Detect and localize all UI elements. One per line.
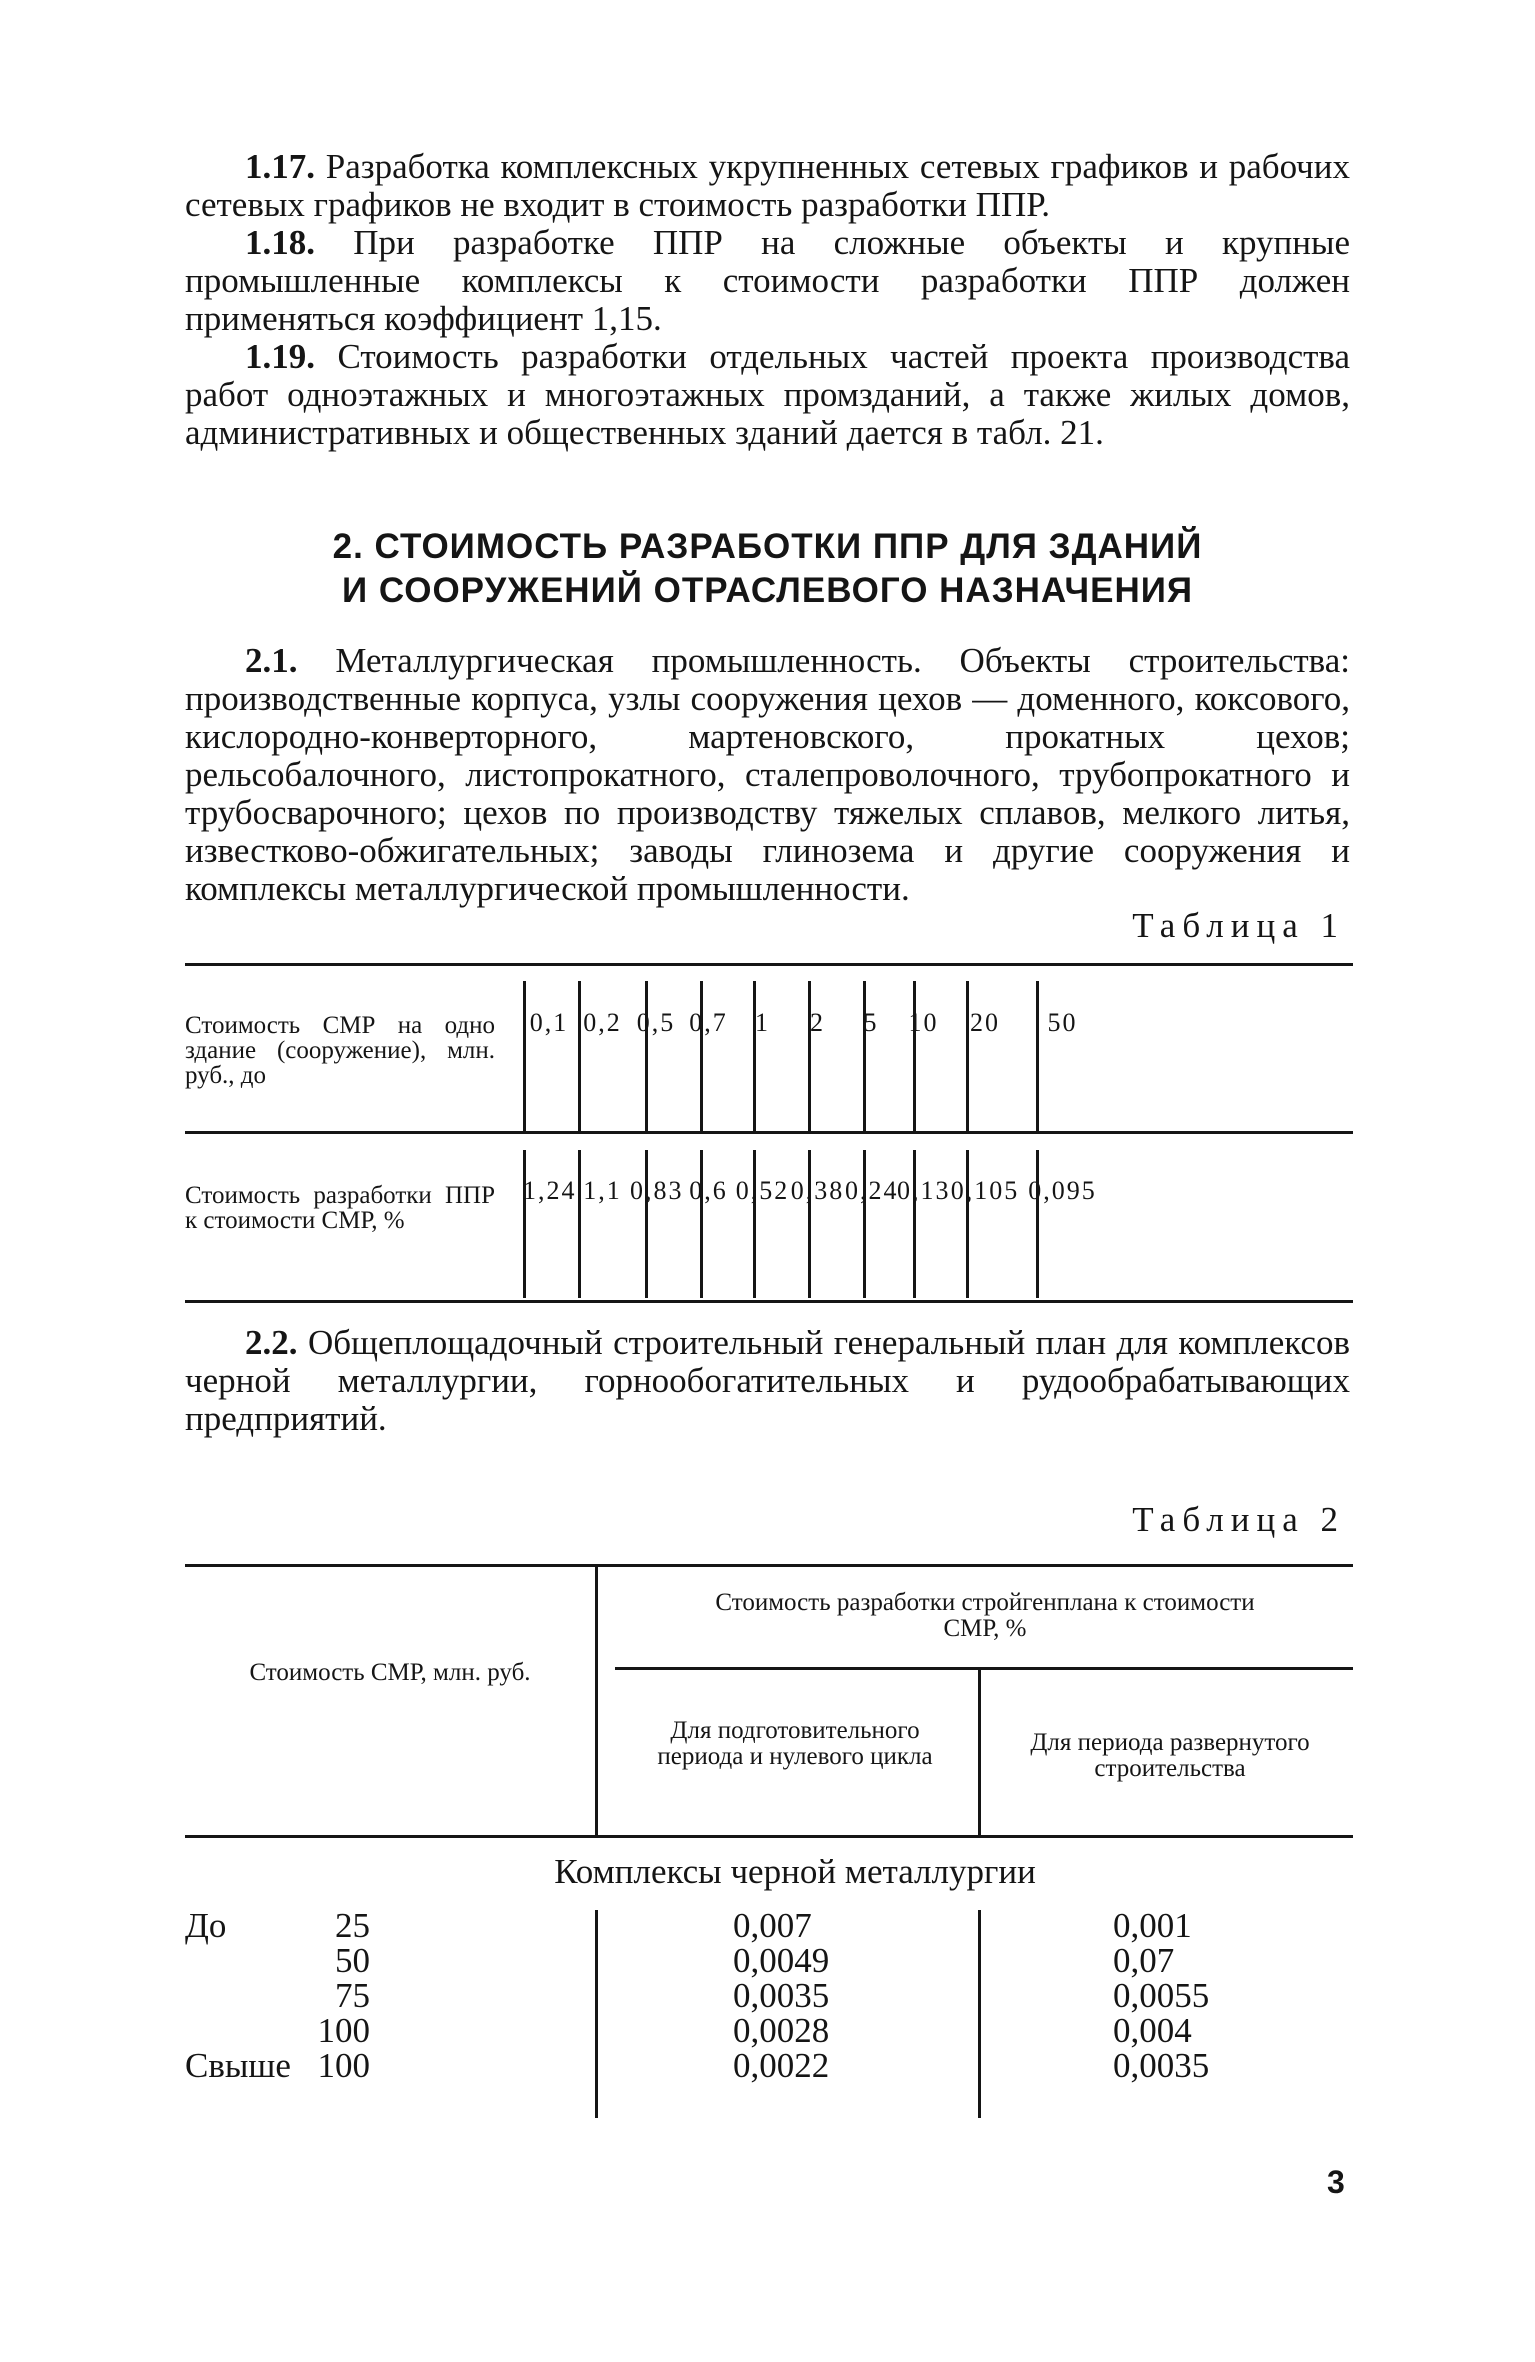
paragraph-number: 1.19. [245,337,315,376]
paragraph-2-2 [185,1324,1350,1438]
paragraph-text: При разработке ППР на сложные объекты и крупные промышленные комплексы к стоимости разработки ППР должен применяться коэффициент 1,15. [185,223,1351,338]
paragraph-2-1 [185,642,1350,908]
table-rule [185,963,1353,966]
table-1-cell: 0,6 [689,1176,728,1205]
table-rule [645,1150,648,1298]
table-rule [595,1564,598,1835]
table-2-section-title: Комплексы черной металлургии [554,1852,1036,1891]
paragraph-number: 1.18. [245,223,315,262]
section-heading [185,525,1350,613]
table-rule [913,981,916,1131]
table-rule [978,1670,981,1835]
table-2-num-cell: 100 [317,2011,370,2050]
table-2-col1-header: Стоимость СМР, млн. руб. [249,1659,531,1686]
paragraph-1-18 [185,224,1350,338]
table-1-cell: 0,7 [689,1008,728,1037]
table-1-cell: 0,105 [950,1176,1020,1205]
table-1-cell: 0,38 [790,1176,845,1205]
table-2-v2-cell: 0,001 [1113,1906,1192,1945]
page-number: 3 [1327,2164,1345,2200]
table-rule [523,981,526,1131]
heading-line-2: И СООРУЖЕНИЙ ОТРАСЛЕВОГО НАЗНАЧЕНИЯ [341,571,1194,610]
table-2-num-cell: 25 [335,1906,370,1945]
table-rule [978,1910,981,2118]
table-rule [595,1910,598,2118]
paragraph-number: 2.1. [245,641,298,680]
heading-line-1: 2. СТОИМОСТЬ РАЗРАБОТКИ ППР ДЛЯ ЗДАНИЙ [332,527,1203,566]
table-rule [863,1150,866,1298]
table-1-caption: Таблица 1 [1132,906,1345,945]
table-rule [645,981,648,1131]
table-1-cell: 0,52 [735,1176,790,1205]
table-1-cell: 0,1 [529,1008,569,1037]
table-1-cell: 1 [755,1008,770,1037]
table-1-cell: 50 [1047,1008,1078,1037]
table-1-cell: 0,24 [845,1176,899,1205]
table-rule [966,1150,969,1298]
table-rule [185,1835,1353,1838]
table-1-cell: 0,2 [583,1008,622,1037]
table-1-cell: 0,13 [897,1176,951,1205]
table-rule [578,1150,581,1298]
table-2-label-cell: До [185,1906,227,1945]
table-2-num-cell: 50 [335,1941,370,1980]
table-1-cell: 0,83 [630,1176,684,1205]
paragraph-text: Металлургическая промышленность. Объекты строительства: производственные корпуса, узлы сооружения цехов — доменного, коксового, кислородно-конверторного, мартеновского, прокатных цехов; рельсобалочного, листопрокатного, сталепроволочного, трубопрокатного и трубосварочного; цехов по производству тяжелых сплавов, мелкого литья, известково-обжигательных; заводы глинозема и другие сооружения и комплексы металлургической промышленности. [185,641,1350,908]
table-1-cell: 10 [908,1008,939,1037]
table-1-cell: 1,1 [583,1176,622,1205]
table-1-row2-label: Стоимость разработки ППР к стоимости СМР, % [185,1182,495,1234]
table-2-col3-header: Для периода развернутого строительства [1030,1729,1310,1782]
table-rule [700,981,703,1131]
paragraph-1-19 [185,338,1350,452]
table-2-v2-cell: 0,0035 [1113,2046,1210,2085]
table-rule [808,981,811,1131]
table-rule [966,981,969,1131]
table-1-cell: 20 [970,1008,1000,1037]
table-rule [1036,1150,1039,1298]
table-2-col2-header: Для подготовительного периода и нулевого цикла [657,1717,933,1770]
table-rule [185,1564,1353,1567]
table-2-v2-cell: 0,07 [1113,1941,1175,1980]
table-1-cell: 5 [863,1008,879,1037]
table-1-cell: 0,095 [1028,1176,1097,1205]
table-rule [753,981,756,1131]
table-rule [1036,981,1039,1131]
table-2-num-cell: 75 [335,1976,370,2015]
table-2-v1-cell: 0,007 [733,1906,812,1945]
table-2-v1-cell: 0,0049 [733,1941,830,1980]
paragraph-number: 1.17. [245,147,315,186]
table-rule [523,1150,526,1298]
table-rule [700,1150,703,1298]
table-2-caption: Таблица 2 [1132,1500,1345,1539]
paragraph-number: 2.2. [245,1323,298,1362]
table-rule [753,1150,756,1298]
table-rule [185,1131,1353,1134]
table-rule [808,1150,811,1298]
table-1-cell: 0,5 [636,1008,676,1037]
table-rule [863,981,866,1131]
table-2 [185,1560,1353,2130]
paragraph-text: Общеплощадочный строительный генеральный план для комплексов черной металлургии, горнообогатительных и рудообрабатывающих предприятий. [185,1323,1350,1438]
table-2-label-cell: Свыше [185,2046,291,2085]
table-rule [185,1300,1353,1303]
table-2-v1-cell: 0,0022 [733,2046,830,2085]
table-rule [913,1150,916,1298]
table-1-cell: 1,24 [523,1176,577,1205]
table-1-row1-label: Стоимость СМР на одно здание (сооружение), млн. руб., до [185,1012,495,1089]
table-2-group-header: Стоимость разработки стройгенплана к стоимости СМР, % [715,1589,1255,1642]
table-2-num-cell: 100 [317,2046,370,2085]
table-2-v2-cell: 0,004 [1113,2011,1192,2050]
paragraph-text: Разработка комплексных укрупненных сетевых графиков и рабочих сетевых графиков не входит в стоимость разработки ППР. [185,147,1350,224]
table-rule [578,981,581,1131]
table-1 [185,963,1353,1303]
table-2-v1-cell: 0,0035 [733,1976,830,2015]
table-1-cell: 2 [810,1008,825,1037]
table-2-v1-cell: 0,0028 [733,2011,830,2050]
paragraph-1-17 [185,148,1350,224]
table-2-v2-cell: 0,0055 [1113,1976,1210,2015]
table-rule [615,1667,1353,1670]
paragraph-text: Стоимость разработки отдельных частей проекта производства работ одноэтажных и многоэтажных промзданий, а также жилых домов, административных и общественных зданий дается в табл. 21. [185,337,1351,452]
